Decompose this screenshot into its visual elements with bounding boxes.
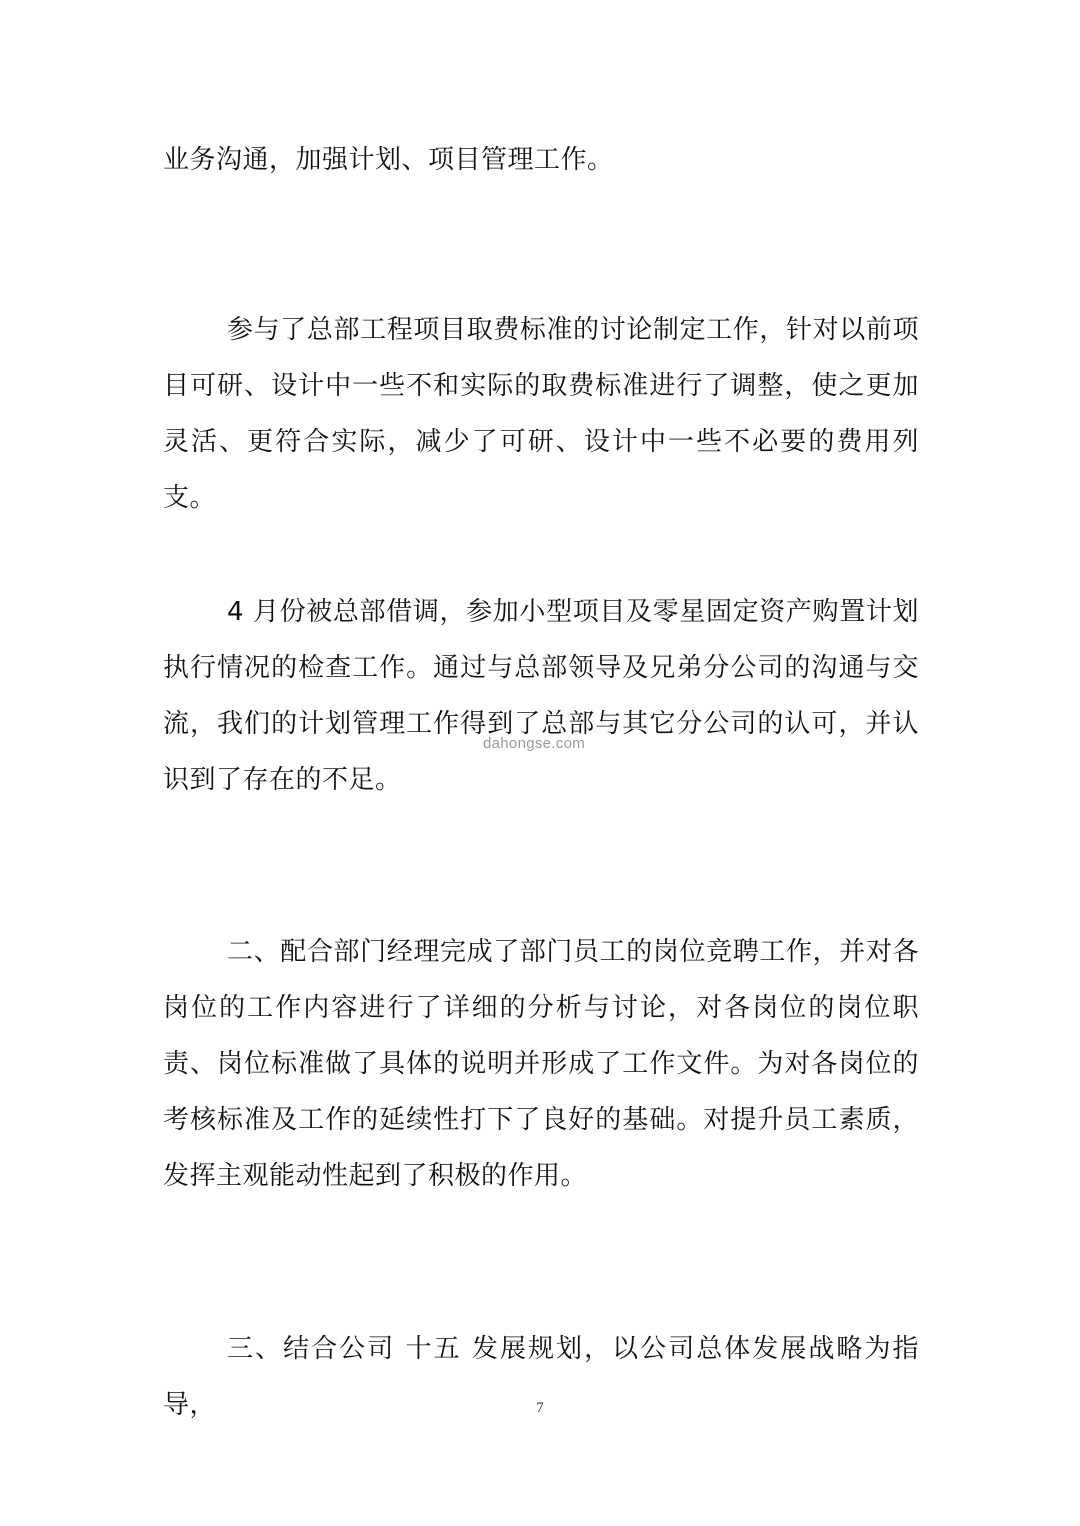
paragraph-1: 业务沟通，加强计划、项目管理工作。: [163, 145, 614, 175]
paragraph-4: 二、配合部门经理完成了部门员工的岗位竞聘工作，并对各岗位的工作内容进行了详细的分析与讨论，对各岗位的岗位职责、岗位标准做了具体的说明并形成了工作文件。为对各岗位的考核标准及工作的延续性打下了良好的基础。对提升员工素质，发挥主观能动性起到了积极的作用。: [163, 937, 919, 1191]
watermark: dahongse.com: [483, 735, 586, 752]
paragraph-2: 参与了总部工程项目取费标准的讨论制定工作，针对以前项目可研、设计中一些不和实际的取费标准进行了调整，使之更加灵活、更符合实际，减少了可研、设计中一些不必要的费用列支。: [163, 315, 919, 513]
paragraph-5: 三、结合公司 十五 发展规划，以公司总体发展战略为指导，: [163, 1334, 919, 1420]
page-number: 7: [536, 1400, 544, 1416]
paragraph-3: 4 月份被总部借调，参加小型项目及零星固定资产购置计划执行情况的检查工作。通过与总部领导及兄弟分公司的沟通与交流，我们的计划管理工作得到了总部与其它分公司的认可，并认识到了存在的不足。: [163, 597, 919, 795]
